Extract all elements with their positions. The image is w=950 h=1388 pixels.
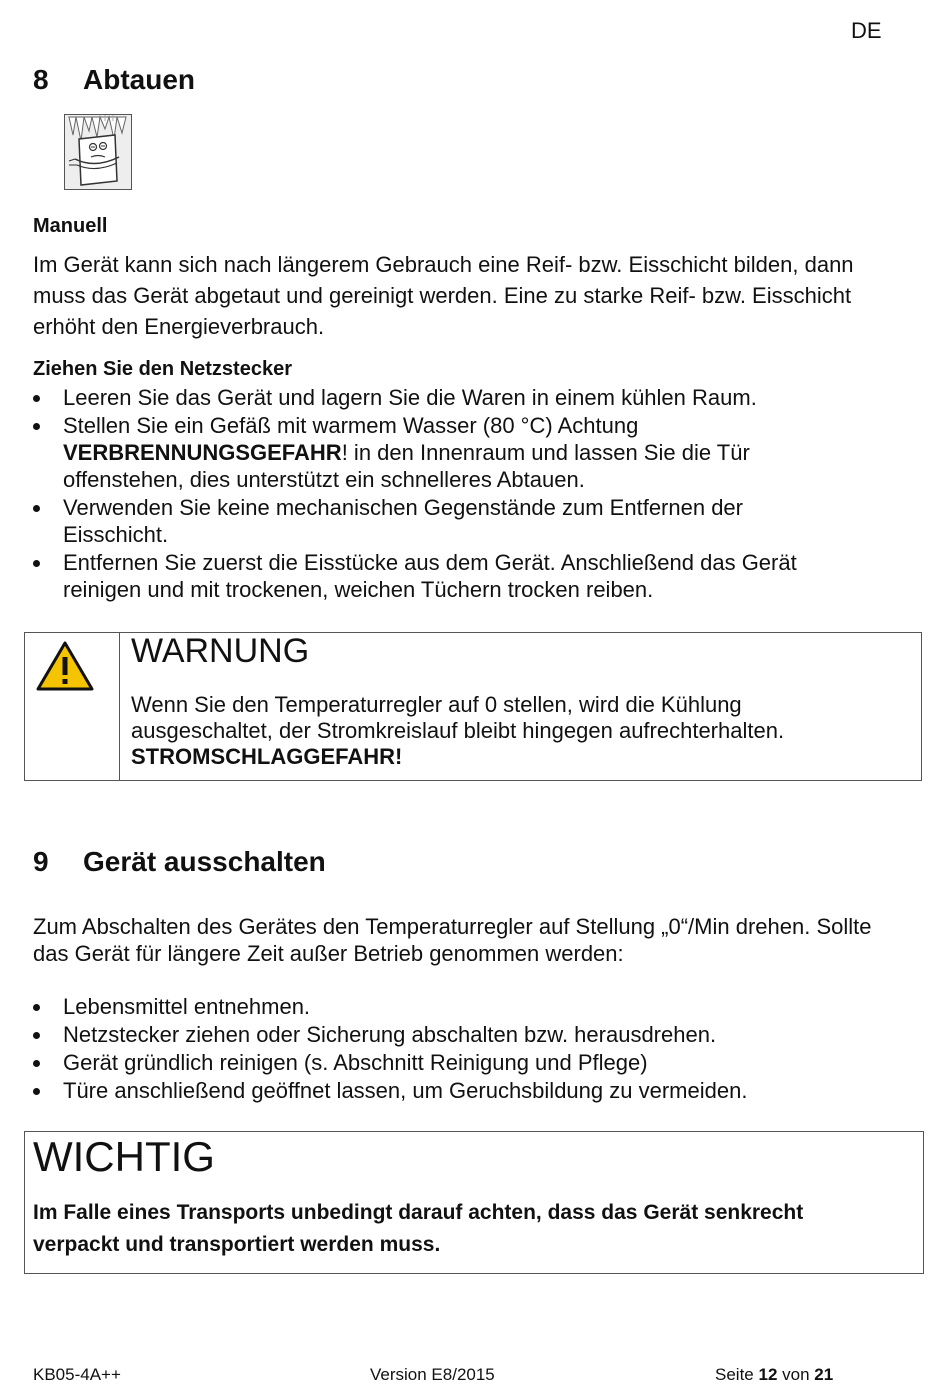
shock-hazard-text: STROMSCHLAGGEFAHR! (131, 744, 403, 769)
intro-line: muss das Gerät abgetaut und gereinigt werden. Eine zu starke Reif- bzw. Eisschicht (33, 283, 852, 308)
list-item: Verwenden Sie keine mechanischen Gegenstände zum Entfernen der Eisschicht. (0, 494, 900, 548)
defrost-intro (33, 249, 913, 342)
intro-line: erhöht den Energieverbrauch. (33, 314, 325, 339)
warning-triangle-icon (35, 640, 95, 692)
list-item: Gerät gründlich reinigen (s. Abschnitt Reinigung und Pflege) (0, 1049, 900, 1077)
section-number: 8 (33, 64, 49, 95)
section-number: 9 (33, 846, 49, 877)
bullet-icon (33, 560, 40, 567)
bullet-icon (33, 395, 40, 402)
language-code: DE (851, 18, 882, 43)
manual-heading: Manuell (33, 215, 108, 237)
bullet-icon (33, 505, 40, 512)
warning-text: Wenn Sie den Temperaturregler auf 0 stellen, wird die Kühlung ausgeschaltet, der Stromkreislauf bleibt hingegen aufrechterhalten. STROMSCHLAGGEFAHR! (131, 692, 911, 770)
list-item: Leeren Sie das Gerät und lagern Sie die Waren in einem kühlen Raum. (0, 384, 900, 411)
list-item: Lebensmittel entnehmen. (0, 993, 900, 1021)
defrost-freezer-icon (64, 114, 132, 190)
warning-title: WARNUNG (131, 632, 310, 670)
section-8-heading (33, 64, 195, 96)
bullet-icon (33, 1088, 40, 1095)
list-item: Netzstecker ziehen oder Sicherung abschalten bzw. herausdrehen. (0, 1021, 900, 1049)
section-9-heading (33, 846, 326, 878)
unplug-heading: Ziehen Sie den Netzstecker (33, 358, 292, 380)
bullet-icon (33, 1060, 40, 1067)
defrost-steps (0, 384, 900, 603)
switch-off-intro: Zum Abschalten des Gerätes den Temperaturregler auf Stellung „0“/Min drehen. Sollte das Gerät für längere Zeit außer Betrieb genommen werden: (33, 914, 872, 966)
important-text: Im Falle eines Transports unbedingt darauf achten, dass das Gerät senkrecht verpackt und transportiert werden muss. (33, 1201, 804, 1256)
section-title: Gerät ausschalten (83, 846, 326, 877)
list-item: Türe anschließend geöffnet lassen, um Geruchsbildung zu vermeiden. (0, 1077, 900, 1105)
section-title: Abtauen (83, 64, 195, 95)
warning-icon-cell (24, 632, 120, 780)
footer-version: Version E8/2015 (370, 1365, 495, 1384)
footer-page-number: Seite 12 von 21 (715, 1365, 834, 1384)
bullet-icon (33, 1032, 40, 1039)
bullet-icon (33, 1004, 40, 1011)
list-item: Entfernen Sie zuerst die Eisstücke aus dem Gerät. Anschließend das Gerät reinigen und mit trockenen, weichen Tüchern trocken reiben. (0, 549, 900, 603)
switch-off-steps (0, 993, 900, 1105)
important-title: WICHTIG (33, 1133, 215, 1180)
bullet-icon (33, 423, 40, 430)
list-item: Stellen Sie ein Gefäß mit warmem Wasser (80 °C) Achtung VERBRENNUNGSGEFAHR! in den Innenraum und lassen Sie die Tür offenstehen, dies unterstützt ein schnelleres Abtauen. (0, 412, 900, 493)
intro-line: Im Gerät kann sich nach längerem Gebrauch eine Reif- bzw. Eisschicht bilden, dann (33, 252, 854, 277)
burn-hazard-text: VERBRENNUNGSGEFAHR (63, 440, 342, 465)
footer-model: KB05-4A++ (33, 1365, 121, 1384)
